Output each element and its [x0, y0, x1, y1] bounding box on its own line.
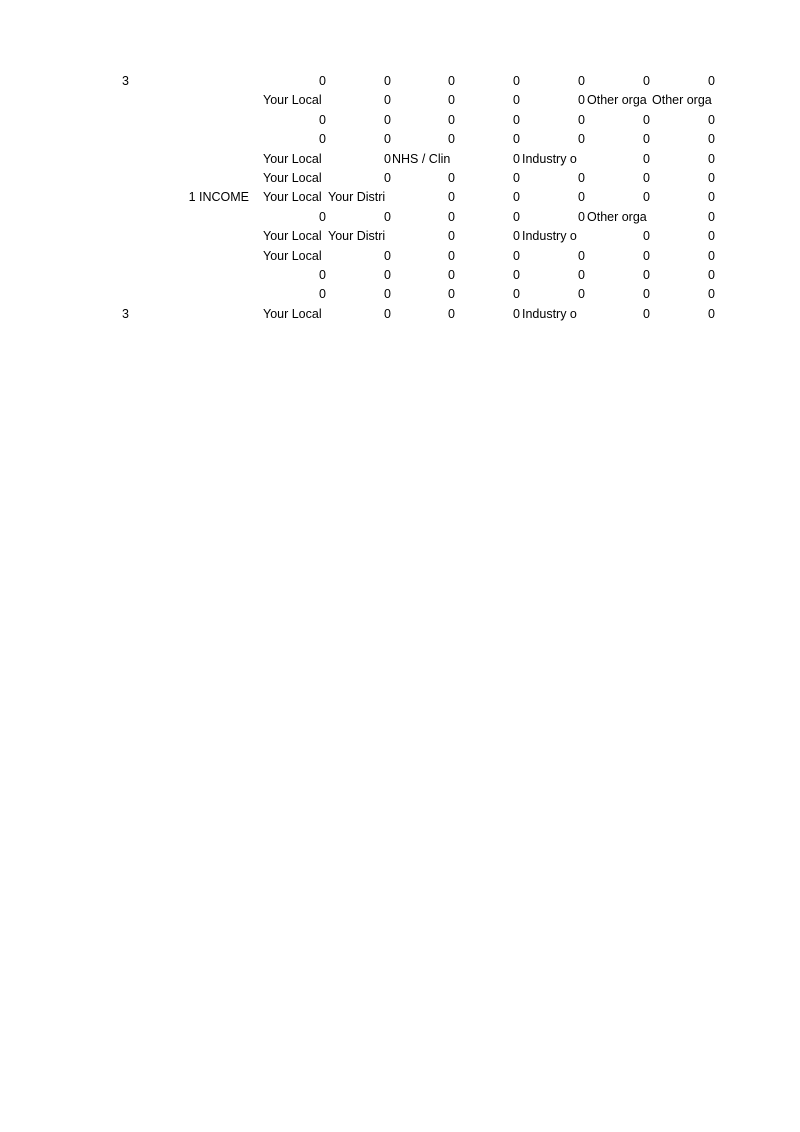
- table-cell-g: 0: [578, 93, 585, 108]
- table-row: [0, 247, 800, 266]
- table-cell-d: 0: [384, 209, 391, 224]
- table-cell-g: 0: [578, 267, 585, 282]
- table-cell-i: 0: [708, 209, 715, 224]
- table-cell-d: 0: [384, 287, 391, 302]
- table-cell-f: 0: [513, 132, 520, 147]
- table-cell-h: 0: [643, 132, 650, 147]
- table-cell-e: 0: [448, 209, 455, 224]
- table-cell-g: 0: [578, 190, 585, 205]
- table-cell-i: 0: [708, 132, 715, 147]
- table-cell-h: 0: [643, 267, 650, 282]
- table-cell-d: 0: [384, 112, 391, 127]
- table-cell-h: 0: [643, 306, 650, 321]
- table-cell-h: 0: [643, 287, 650, 302]
- table-cell-d: 0: [384, 248, 391, 263]
- table-cell-i: 0: [708, 248, 715, 263]
- table-cell-i: Other orga: [652, 93, 712, 108]
- table-cell-e: 0: [448, 132, 455, 147]
- table-cell-d: 0: [384, 306, 391, 321]
- table-row: [0, 72, 800, 91]
- table-cell-e: NHS / Clin: [392, 151, 451, 166]
- table-cell-h: 0: [643, 229, 650, 244]
- table-cell-h: 0: [643, 112, 650, 127]
- table-cell-c: Your Local: [263, 229, 322, 244]
- table-cell-d: 0: [384, 151, 391, 166]
- table-cell-d: Your Distri: [328, 229, 386, 244]
- table-cell-f: 0: [513, 209, 520, 224]
- table-cell-d: 0: [384, 93, 391, 108]
- table-cell-i: 0: [708, 229, 715, 244]
- table-cell-c: 0: [319, 209, 326, 224]
- table-cell-h: Other orga: [587, 93, 647, 108]
- table-cell-c: Your Local: [263, 93, 322, 108]
- table-cell-h: 0: [643, 170, 650, 185]
- table-cell-g: 0: [578, 74, 585, 88]
- table-cell-f: 0: [513, 151, 520, 166]
- table-cell-d: Your Distri: [328, 190, 386, 205]
- table-cell-i: 0: [708, 287, 715, 302]
- table-cell-f: 0: [513, 170, 520, 185]
- table-cell-e: 0: [448, 248, 455, 263]
- table-cell-g: Industry o: [522, 229, 577, 244]
- table-row: [0, 130, 800, 149]
- table-row: [0, 150, 800, 169]
- table-cell-f: 0: [513, 267, 520, 282]
- table-cell-a: 3: [122, 74, 129, 88]
- table-cell-i: 0: [708, 267, 715, 282]
- table-cell-g: 0: [578, 132, 585, 147]
- table-cell-f: 0: [513, 190, 520, 205]
- table-cell-e: 0: [448, 229, 455, 244]
- table-cell-b: 1 INCOME: [188, 190, 249, 205]
- table-cell-c: 0: [319, 112, 326, 127]
- table-cell-e: 0: [448, 170, 455, 185]
- table-cell-f: 0: [513, 287, 520, 302]
- table-cell-f: 0: [513, 306, 520, 321]
- table-cell-g: Industry o: [522, 151, 577, 166]
- table-cell-e: 0: [448, 93, 455, 108]
- table-cell-d: 0: [384, 132, 391, 147]
- table-cell-c: 0: [319, 267, 326, 282]
- table-cell-h: 0: [643, 74, 650, 88]
- table-cell-i: 0: [708, 170, 715, 185]
- table-cell-g: 0: [578, 112, 585, 127]
- table-cell-g: 0: [578, 248, 585, 263]
- table-cell-h: 0: [643, 151, 650, 166]
- table-cell-d: 0: [384, 74, 391, 88]
- table-cell-e: 0: [448, 112, 455, 127]
- table-cell-g: 0: [578, 209, 585, 224]
- table-row: [0, 227, 800, 246]
- table-row: [0, 285, 800, 304]
- table-cell-f: 0: [513, 74, 520, 88]
- table-cell-e: 0: [448, 306, 455, 321]
- table-cell-f: 0: [513, 112, 520, 127]
- table-row: [0, 91, 800, 110]
- table-cell-g: 0: [578, 287, 585, 302]
- table-row: [0, 266, 800, 285]
- table-row: [0, 111, 800, 130]
- table-cell-i: 0: [708, 190, 715, 205]
- table-row: [0, 305, 800, 324]
- table-cell-f: 0: [513, 229, 520, 244]
- table-cell-a: 3: [122, 306, 129, 321]
- table-cell-h: Other orga: [587, 209, 647, 224]
- table-cell-c: 0: [319, 74, 326, 88]
- table-cell-h: 0: [643, 248, 650, 263]
- table-row: [0, 169, 800, 188]
- table-cell-g: 0: [578, 170, 585, 185]
- table-cell-f: 0: [513, 248, 520, 263]
- table-cell-c: 0: [319, 132, 326, 147]
- table-cell-i: 0: [708, 112, 715, 127]
- table-cell-g: Industry o: [522, 306, 577, 321]
- table-cell-i: 0: [708, 151, 715, 166]
- table-cell-i: 0: [708, 74, 715, 88]
- table-cell-h: 0: [643, 190, 650, 205]
- table-cell-c: 0: [319, 287, 326, 302]
- table-cell-c: Your Local: [263, 306, 322, 321]
- table-cell-d: 0: [384, 170, 391, 185]
- table-cell-i: 0: [708, 306, 715, 321]
- table-row: [0, 188, 800, 207]
- table-cell-c: Your Local: [263, 151, 322, 166]
- table-cell-e: 0: [448, 74, 455, 88]
- table-cell-c: Your Local: [263, 248, 322, 263]
- table-cell-e: 0: [448, 267, 455, 282]
- table-cell-c: Your Local: [263, 190, 322, 205]
- table-cell-e: 0: [448, 190, 455, 205]
- table-row: [0, 208, 800, 227]
- table-cell-c: Your Local: [263, 170, 322, 185]
- table-cell-e: 0: [448, 287, 455, 302]
- table-cell-f: 0: [513, 93, 520, 108]
- table-cell-d: 0: [384, 267, 391, 282]
- spreadsheet-print-area: [0, 72, 800, 324]
